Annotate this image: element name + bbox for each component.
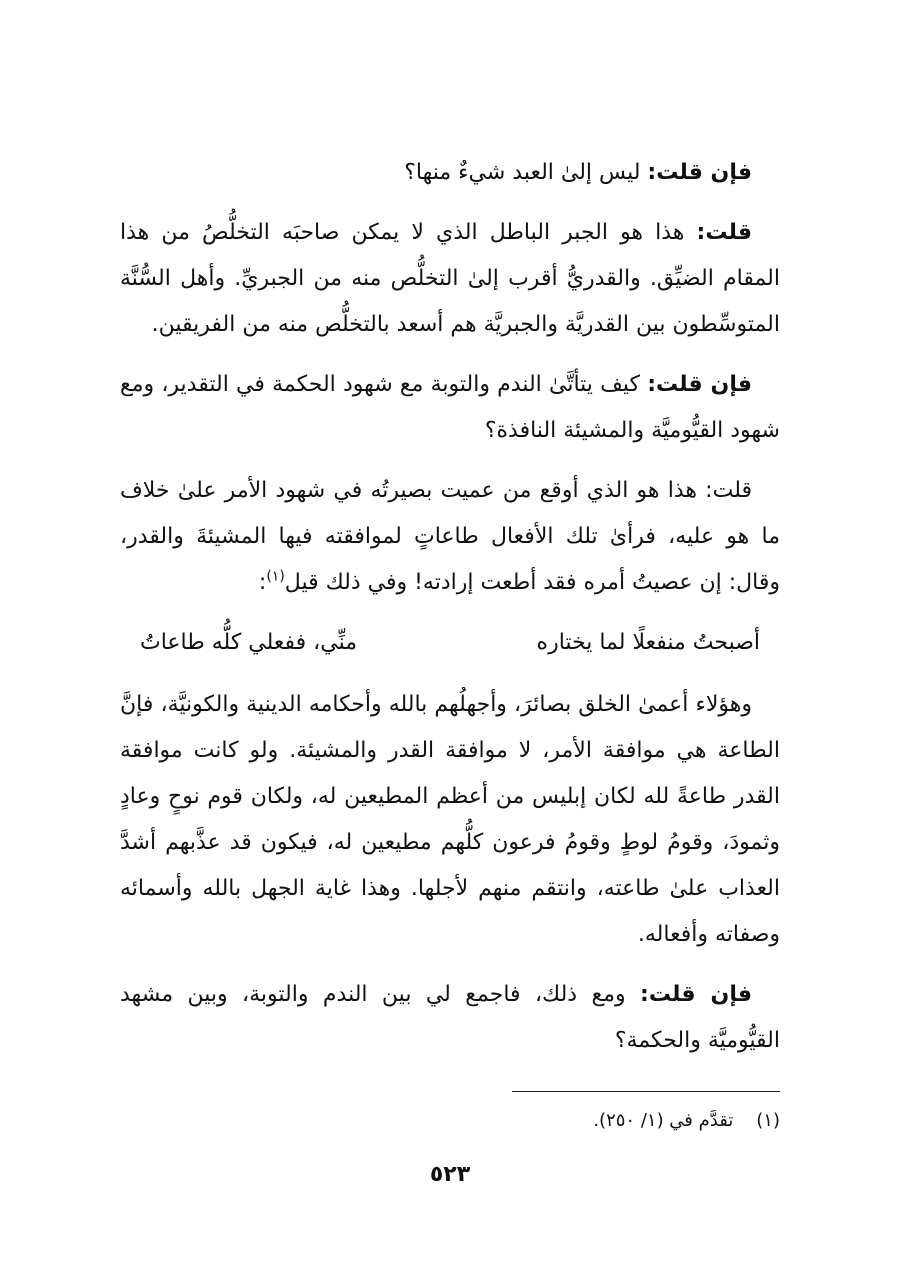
- paragraph-6: [120, 972, 780, 1064]
- paragraph-tail: :: [258, 570, 267, 595]
- page-number: ٥٢٣: [429, 1162, 471, 1187]
- footnote-marker: (١): [756, 1110, 780, 1131]
- paragraph-2: [120, 210, 780, 348]
- footnote-reference[interactable]: (١): [266, 568, 285, 585]
- paragraph-text: ومع ذلك، فاجمع لي بين الندم والتوبة، وبين مشهد القيُّوميَّة والحكمة؟: [120, 982, 780, 1053]
- paragraph-text: قلت: هذا هو الذي أوقع من عميت بصيرتُه في شهود الأمر علىٰ خلاف ما هو عليه، فرأىٰ تلك الأفعال طاعاتٍ لموافقته فيها المشيئةَ والقدر، وقال: إن عصيتُ أمره فقد أطعت إرادته! وفي ذلك قيل: [120, 478, 780, 595]
- paragraph-lead: قلت:: [696, 220, 752, 245]
- paragraph-lead: فإن قلت:: [640, 982, 753, 1007]
- paragraph-text: ليس إلىٰ العبد شيءٌ منها؟: [404, 160, 648, 185]
- paragraph-text: كيف يتأتَّىٰ الندم والتوبة مع شهود الحكمة في التقدير، ومع شهود القيُّوميَّة والمشيئة النافذة؟: [120, 372, 780, 443]
- paragraph-lead: فإن قلت:: [647, 372, 752, 397]
- poetry-verse: [120, 620, 780, 666]
- paragraph-text: هذا هو الجبر الباطل الذي لا يمكن صاحبَه التخلُّصُ من هذا المقام الضيِّق. والقدريُّ أقرب إلىٰ التخلُّص منه من الجبريِّ. وأهل السُّنَّة المتوسِّطون بين القدريَّة والجبريَّة هم أسعد بالتخلُّص منه من الفريقين.: [120, 220, 780, 337]
- footnote: [400, 1106, 780, 1136]
- footnote-separator: [512, 1091, 780, 1092]
- paragraph-lead: فإن قلت:: [647, 160, 752, 185]
- paragraph-text: وهؤلاء أعمىٰ الخلق بصائرَ، وأجهلُهم بالله وأحكامه الدينية والكونيَّة، فإنَّ الطاعة هي موافقة الأمر، لا موافقة القدر والمشيئة. ولو كانت موافقة القدر طاعةً لله لكان إبليس من أعظم المطيعين له، ولكان قوم نوحٍ وعادٍ وثمودَ، وقومُ لوطٍ وقومُ فرعون كلُّهم مطيعين له، فيكون قد عذَّبهم أشدَّ العذاب علىٰ طاعته، وانتقم منهم لأجلها. وهذا غاية الجهل بالله وأسمائه وصفاته وأفعاله.: [120, 692, 780, 947]
- paragraph-3: [120, 362, 780, 454]
- verse-hemistich-2: منِّي، ففعلي كلُّه طاعاتُ: [140, 630, 358, 655]
- paragraph-1: [120, 150, 780, 196]
- paragraph-4: [120, 468, 780, 606]
- paragraph-5: [120, 682, 780, 958]
- main-text: [120, 150, 780, 1078]
- footnote-text: تقدَّم في (١/ ٢٥٠).: [593, 1110, 734, 1131]
- verse-hemistich-1: أصبحتُ منفعلًا لما يختاره: [536, 630, 760, 655]
